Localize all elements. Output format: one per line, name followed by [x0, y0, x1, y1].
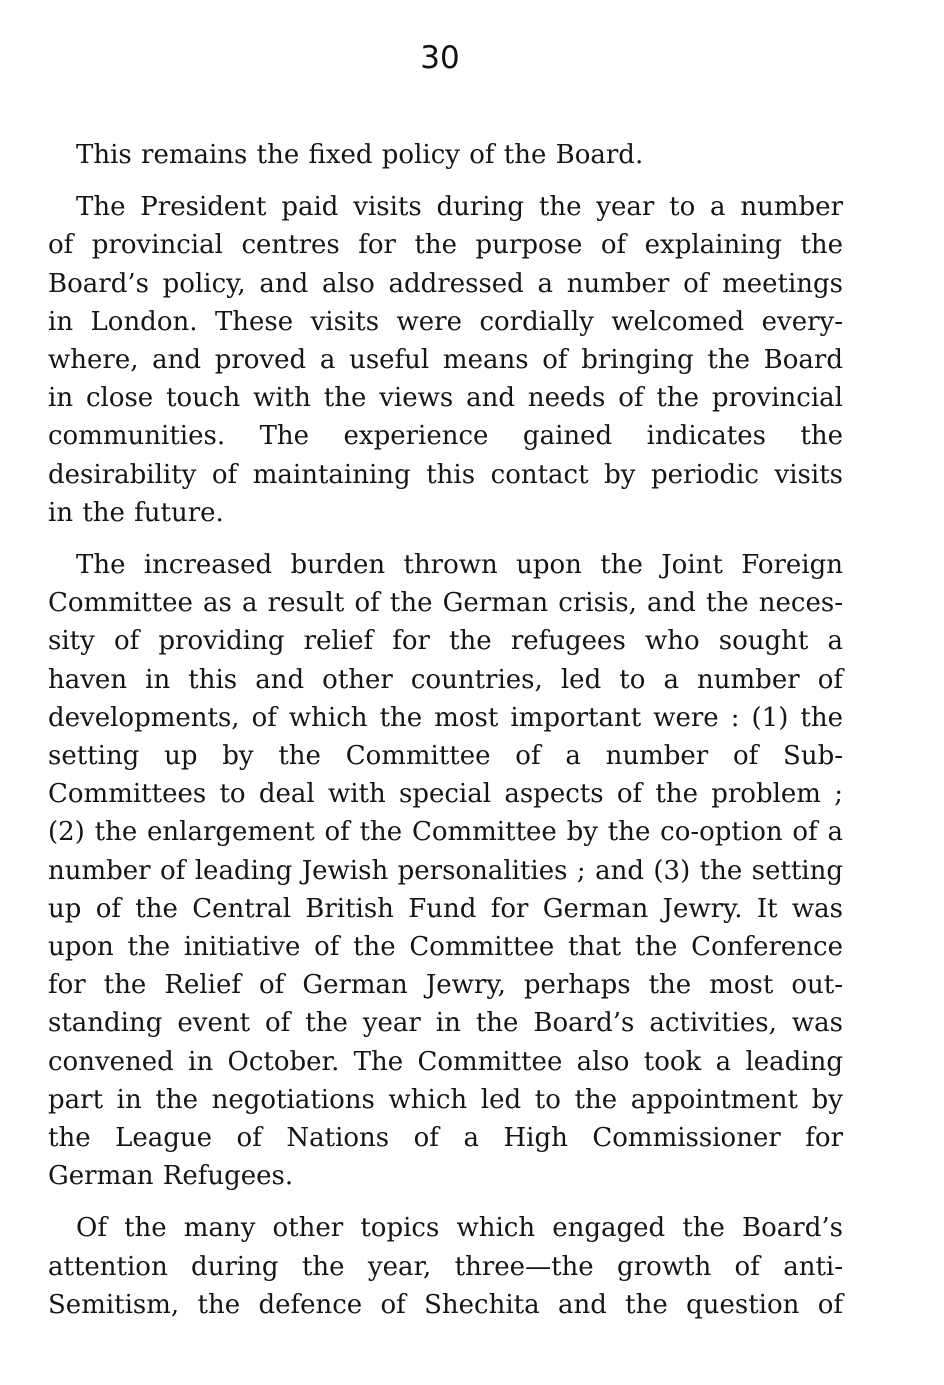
text-line: Board’s policy, and also addressed a number of meetings [48, 268, 843, 299]
text-line: part in the negotiations which led to the appointment by [48, 1084, 843, 1115]
text-line: standing event of the year in the Board’s activities, was [48, 1008, 843, 1039]
text-line: up of the Central British Fund for German Jewry. It was [48, 893, 843, 924]
text-line: convened in October. The Committee also took a leading [48, 1046, 843, 1077]
page-number: 30 [420, 40, 460, 76]
text-line: developments, of which the most important were : (1) the [48, 702, 843, 733]
text-line: in close touch with the views and needs of the provincial [48, 383, 843, 414]
text-line: sity of providing relief for the refugees who sought a [48, 626, 843, 657]
text-line: (2) the enlargement of the Committee by the co-option of a [48, 817, 843, 848]
text-line: upon the initiative of the Committee that the Conference [48, 932, 843, 963]
text-line: communities. The experience gained indicates the [48, 421, 843, 452]
text-line: number of leading Jewish personalities ; and (3) the setting [48, 855, 843, 886]
text-line: Committee as a result of the German crisis, and the neces- [48, 588, 843, 619]
paragraph-president-visits [48, 188, 843, 532]
text-line: for the Relief of German Jewry, perhaps the most out- [48, 970, 843, 1001]
body-text [48, 136, 843, 1324]
text-line: The President paid visits during the year to a number [76, 192, 843, 223]
text-line: the League of Nations of a High Commissioner for [48, 1123, 843, 1154]
text-line: setting up by the Committee of a number of Sub- [48, 741, 843, 772]
paragraph-joint-foreign-committee [48, 546, 843, 1195]
text-line: The increased burden thrown upon the Joint Foreign [76, 550, 843, 581]
text-line: attention during the year, three—the growth of anti- [48, 1251, 843, 1282]
paragraph-fixed-policy [48, 136, 843, 174]
text-line: Committees to deal with special aspects of the problem ; [48, 779, 843, 810]
text-line: This remains the fixed policy of the Board. [76, 140, 644, 170]
paragraph-other-topics [48, 1209, 843, 1324]
text-line: desirability of maintaining this contact by periodic visits [48, 459, 843, 490]
text-line: German Refugees. [48, 1161, 294, 1192]
text-line: where, and proved a useful means of bringing the Board [48, 345, 843, 376]
text-line: Semitism, the defence of Shechita and the question of [48, 1289, 843, 1320]
text-line: in London. These visits were cordially welcomed every- [48, 306, 843, 337]
text-line: Of the many other topics which engaged the Board’s [76, 1213, 843, 1244]
text-line: of provincial centres for the purpose of explaining the [48, 230, 843, 261]
text-line: in the future. [48, 497, 224, 528]
text-line: haven in this and other countries, led to a number of [48, 664, 843, 695]
